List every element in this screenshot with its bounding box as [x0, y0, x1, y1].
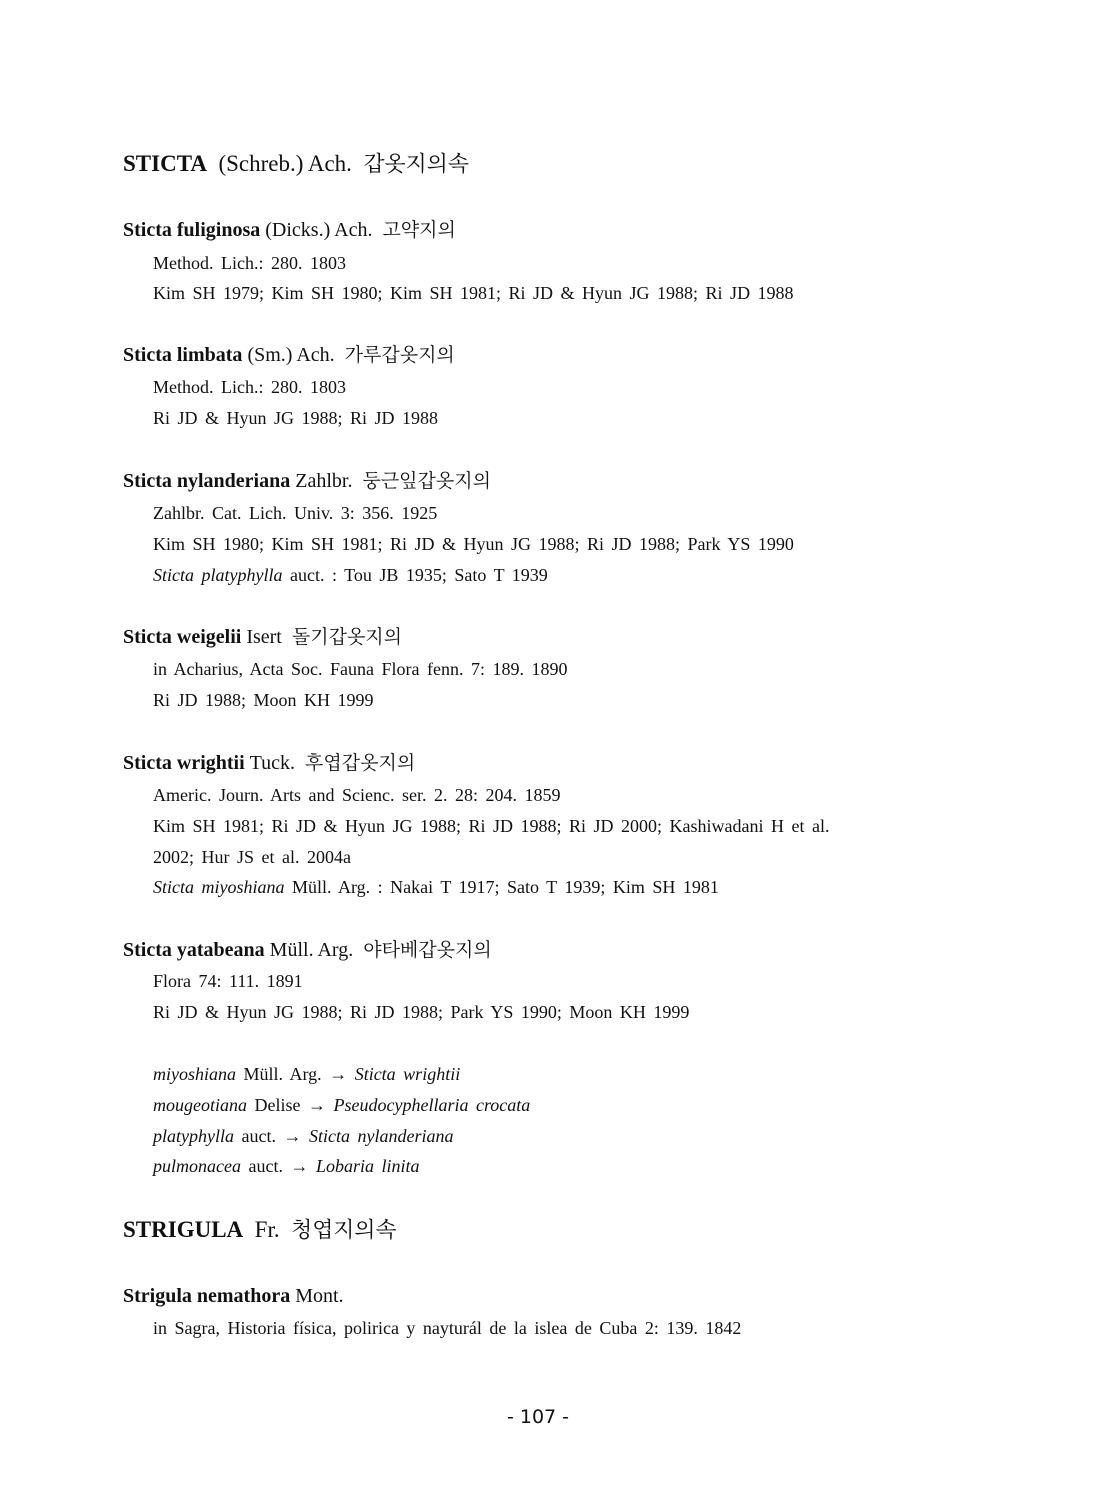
cross-reference: pulmonacea auct. → Lobaria linita [153, 1156, 420, 1176]
publication-citation: Zahlbr. Cat. Lich. Univ. 3: 356. 1925 [153, 503, 438, 523]
species-heading: Sticta limbata (Sm.) Ach. 가루갑옷지의 [123, 344, 455, 366]
cross-reference: platyphylla auct. → Sticta nylanderiana [153, 1126, 454, 1146]
species-heading: Sticta fuliginosa (Dicks.) Ach. 고약지의 [123, 219, 456, 241]
page-number: - 107 - [506, 1406, 570, 1428]
genus-heading-strigula: STRIGULA Fr. 청엽지의속 [123, 1217, 397, 1243]
species-heading: Strigula nemathora Mont. [123, 1285, 344, 1307]
publication-citation: in Sagra, Historia física, polirica y nayturál de la islea de Cuba 2: 139. 1842 [153, 1318, 742, 1338]
record-list: Ri JD & Hyun JG 1988; Ri JD 1988 [153, 408, 439, 428]
synonym-line: Sticta miyoshiana Müll. Arg. : Nakai T 1917; Sato T 1939; Kim SH 1981 [153, 877, 719, 897]
publication-citation: in Acharius, Acta Soc. Fauna Flora fenn. 7: 189. 1890 [153, 659, 568, 679]
publication-citation: Method. Lich.: 280. 1803 [153, 377, 346, 397]
record-list: Kim SH 1981; Ri JD & Hyun JG 1988; Ri JD 1988; Ri JD 2000; Kashiwadani H et al. [153, 816, 830, 836]
cross-reference: mougeotiana Delise → Pseudocyphellaria crocata [153, 1095, 531, 1115]
record-list: Ri JD 1988; Moon KH 1999 [153, 690, 374, 710]
cross-reference: miyoshiana Müll. Arg. → Sticta wrightii [153, 1064, 461, 1084]
genus-heading-sticta: STICTA (Schreb.) Ach. 갑옷지의속 [123, 151, 469, 177]
species-heading: Sticta nylanderiana Zahlbr. 둥근잎갑옷지의 [123, 470, 491, 492]
synonym-line: Sticta platyphylla auct. : Tou JB 1935; Sato T 1939 [153, 565, 548, 585]
species-heading: Sticta wrightii Tuck. 후엽갑옷지의 [123, 752, 416, 774]
record-list: Kim SH 1980; Kim SH 1981; Ri JD & Hyun JG 1988; Ri JD 1988; Park YS 1990 [153, 534, 794, 554]
record-list: Kim SH 1979; Kim SH 1980; Kim SH 1981; Ri JD & Hyun JG 1988; Ri JD 1988 [153, 283, 794, 303]
species-heading: Sticta weigelii Isert 돌기갑옷지의 [123, 626, 402, 648]
publication-citation: Method. Lich.: 280. 1803 [153, 253, 346, 273]
record-list-continued: 2002; Hur JS et al. 2004a [153, 847, 351, 867]
publication-citation: Americ. Journ. Arts and Scienc. ser. 2. 28: 204. 1859 [153, 785, 561, 805]
publication-citation: Flora 74: 111. 1891 [153, 971, 303, 991]
species-heading: Sticta yatabeana Müll. Arg. 야타베갑옷지의 [123, 939, 492, 961]
record-list: Ri JD & Hyun JG 1988; Ri JD 1988; Park YS 1990; Moon KH 1999 [153, 1002, 690, 1022]
